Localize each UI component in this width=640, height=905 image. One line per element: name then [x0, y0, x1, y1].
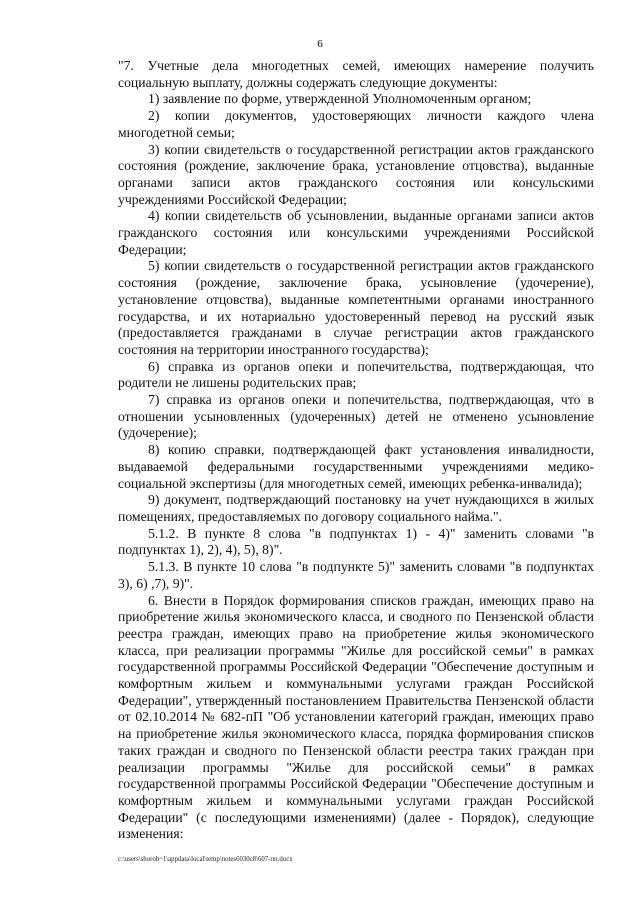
- list-item-6: 6) справка из органов опеки и попечительства, подтверждающая, что родители не лишены родительских прав;: [118, 358, 594, 391]
- list-item-2: 2) копии документов, удостоверяющих личности каждого члена многодетной семьи;: [118, 108, 594, 140]
- footer-file-path: c:\users\shorob~1\appdata\local\temp\notes6030c8\607-пп.docx: [118, 856, 293, 863]
- list-item-9: 9) документ, подтверждающий постановку на учет нуждающихся в жилых помещениях, предоставляемых по договору социального найма.".: [118, 492, 594, 524]
- clause-5-1-3: 5.1.3. В пункте 10 слова "в подпункте 5)" заменить словами "в подпунктах 3), 6) ,7), 9)".: [118, 559, 594, 591]
- clause-5-1-2: 5.1.2. В пункте 8 слова "в подпунктах 1) - 4)" заменить словами "в подпунктах 1), 2), 4), 5), 8)".: [118, 525, 594, 558]
- list-item-8: 8) копию справки, подтверждающей факт установления инвалидности, выдаваемой федеральными государственными учреждениями медико-социальной экспертизы (для многодетных семей, имеющих ребенка-инвалида);: [118, 442, 594, 491]
- clause-6: 6. Внести в Порядок формирования списков граждан, имеющих право на приобретение жилья экономического класса, и сводного по Пензенской области реестра граждан, имеющих право на приобретение жилья экономического класса, при реализации программы "Жилье для российской семьи" в рамках государственной программы Российской Федерации "Обеспечение доступным и комфортным жильем и коммунальными услугами граждан Российской Федерации", утвержденный постановлением Правительства Пензенской области от 02.10.2014 № 682-пП "Об установлении категорий граждан, имеющих право на приобретение жилья экономического класса, порядка формирования списков таких граждан и сводного по Пензенской области реестра таких граждан при реализации программы "Жилье для российской семьи" в рамках государственной программы Российской Федерации "Обеспечение доступным и комфортным жильем и коммунальными услугами граждан Российской Федерации" (с последующими изменениями) (далее - Порядок), следующие изменения:: [118, 592, 594, 842]
- page-number: 6: [317, 38, 323, 50]
- list-item-4: 4) копии свидетельств об усыновлении, выданные органами записи актов гражданского состояния или консульскими учреждениями Российской Федерации;: [118, 208, 594, 257]
- list-item-3: 3) копии свидетельств о государственной регистрации актов гражданского состояния (рождение, заключение брака, установление отцовства), выданные органами записи актов гражданского состояния или консульскими учреждениями Российской Федерации;: [118, 141, 594, 207]
- list-item-1: 1) заявление по форме, утвержденной Уполномоченным органом;: [148, 91, 532, 107]
- list-item-5: 5) копии свидетельств о государственной регистрации актов гражданского состояния (рождение, заключение брака, усыновление (удочерение), установление отцовства), выданные компетентными органами иностранного государства, и их нотариально удостоверенный перевод на русский язык (предоставляется гражданами в случае регистрации актов гражданского состояния на территории иностранного государства);: [118, 258, 594, 357]
- paragraph-intro: "7. Учетные дела многодетных семей, имеющих намерение получить социальную выплату, должны содержать следующие документы:: [118, 58, 594, 90]
- list-item-7: 7) справка из органов опеки и попечительства, подтверждающая, что в отношении усыновленных (удочеренных) детей не отменено усыновление (удочерение);: [118, 392, 594, 441]
- document-body: [118, 58, 594, 843]
